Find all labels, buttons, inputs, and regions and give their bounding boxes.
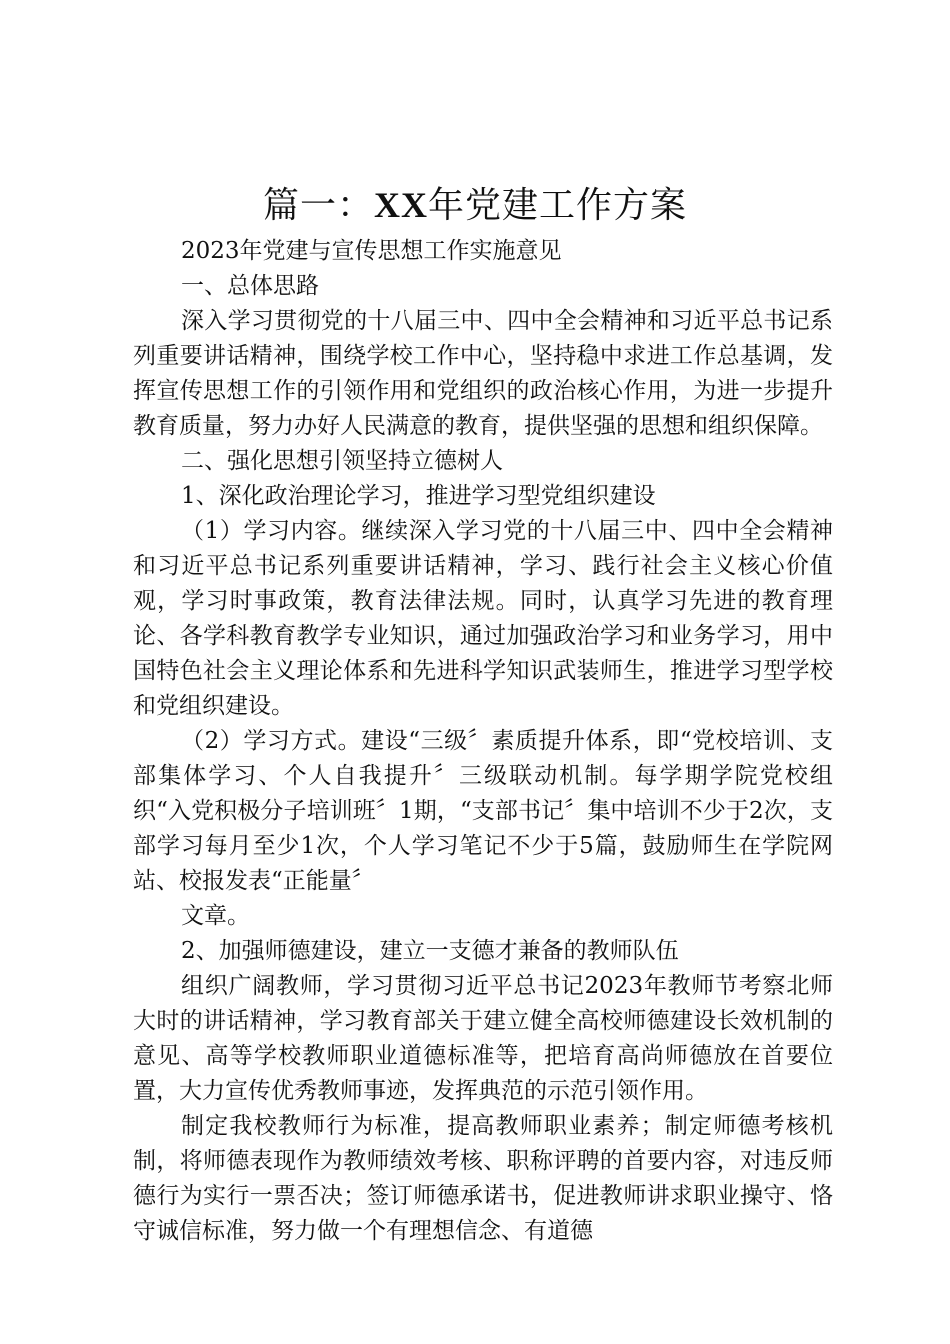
- paragraph-code-of-conduct: 制定我校教师行为标准，提高教师职业素养；制定师德考核机制，将师德表现作为教师绩效考核、职称评聘的首要内容，对违反师德行为实行一票否决；签订师德承诺书，促进教师讲求职业操守、恪守诚信标准，努力做一个有理想信念、有道德: [133, 1113, 833, 1244]
- subsection-heading-2: 2、加强师德建设，建立一支德才兼备的教师队伍: [181, 938, 679, 964]
- paragraph-study-content: （1）学习内容。继续深入学习党的十八届三中、四中全会精神和习近平总书记系列重要讲话精神，学习、践行社会主义核心价值观，学习时事政策，教育法律法规。同时，认真学习先进的教育理论、各学科教育教学专业知识，通过加强政治学习和业务学习，用中国特色社会主义理论体系和先进科学知识武装师生，推进学习型学校和党组织建设。: [133, 518, 833, 719]
- document-body: [133, 234, 833, 1249]
- subsection-heading-1: 1、深化政治理论学习，推进学习型党组织建设: [181, 483, 656, 509]
- title-prefix: 篇一：: [262, 185, 374, 226]
- section-heading-2: 二、强化思想引领坚持立德树人: [181, 448, 503, 474]
- title-suffix: 年党建工作方案: [428, 185, 688, 226]
- paragraph-study-method: （2）学习方式。建设“三级〞素质提升体系，即“党校培训、支部集体学习、个人自我提升〞三级联动机制。每学期学院党校组织“入党积极分子培训班〞1期，“支部书记〞集中培训不少于2次，支部学习每月至少1次，个人学习笔记不少于5篇，鼓励师生在学院网站、校报发表“正能量〞: [133, 728, 833, 894]
- section-heading-1: 一、总体思路: [181, 273, 319, 299]
- paragraph-articles: 文章。: [181, 903, 250, 929]
- paragraph-teacher-ethics: 组织广阔教师，学习贯彻习近平总书记2023年教师节考察北师大时的讲话精神，学习教育部关于建立健全高校师德建设长效机制的意见、高等学校教师职业道德标准等，把培育高尚师德放在首要位置，大力宣传优秀教师事迹，发挥典范的示范引领作用。: [133, 973, 833, 1104]
- subtitle: 2023年党建与宣传思想工作实施意见: [181, 238, 562, 264]
- document-title: [0, 180, 950, 231]
- title-xx: XX: [374, 185, 428, 225]
- paragraph-overall-approach: 深入学习贯彻党的十八届三中、四中全会精神和习近平总书记系列重要讲话精神，围绕学校工作中心，坚持稳中求进工作总基调，发挥宣传思想工作的引领作用和党组织的政治核心作用，为进一步提升教育质量，努力办好人民满意的教育，提供坚强的思想和组织保障。: [133, 308, 833, 439]
